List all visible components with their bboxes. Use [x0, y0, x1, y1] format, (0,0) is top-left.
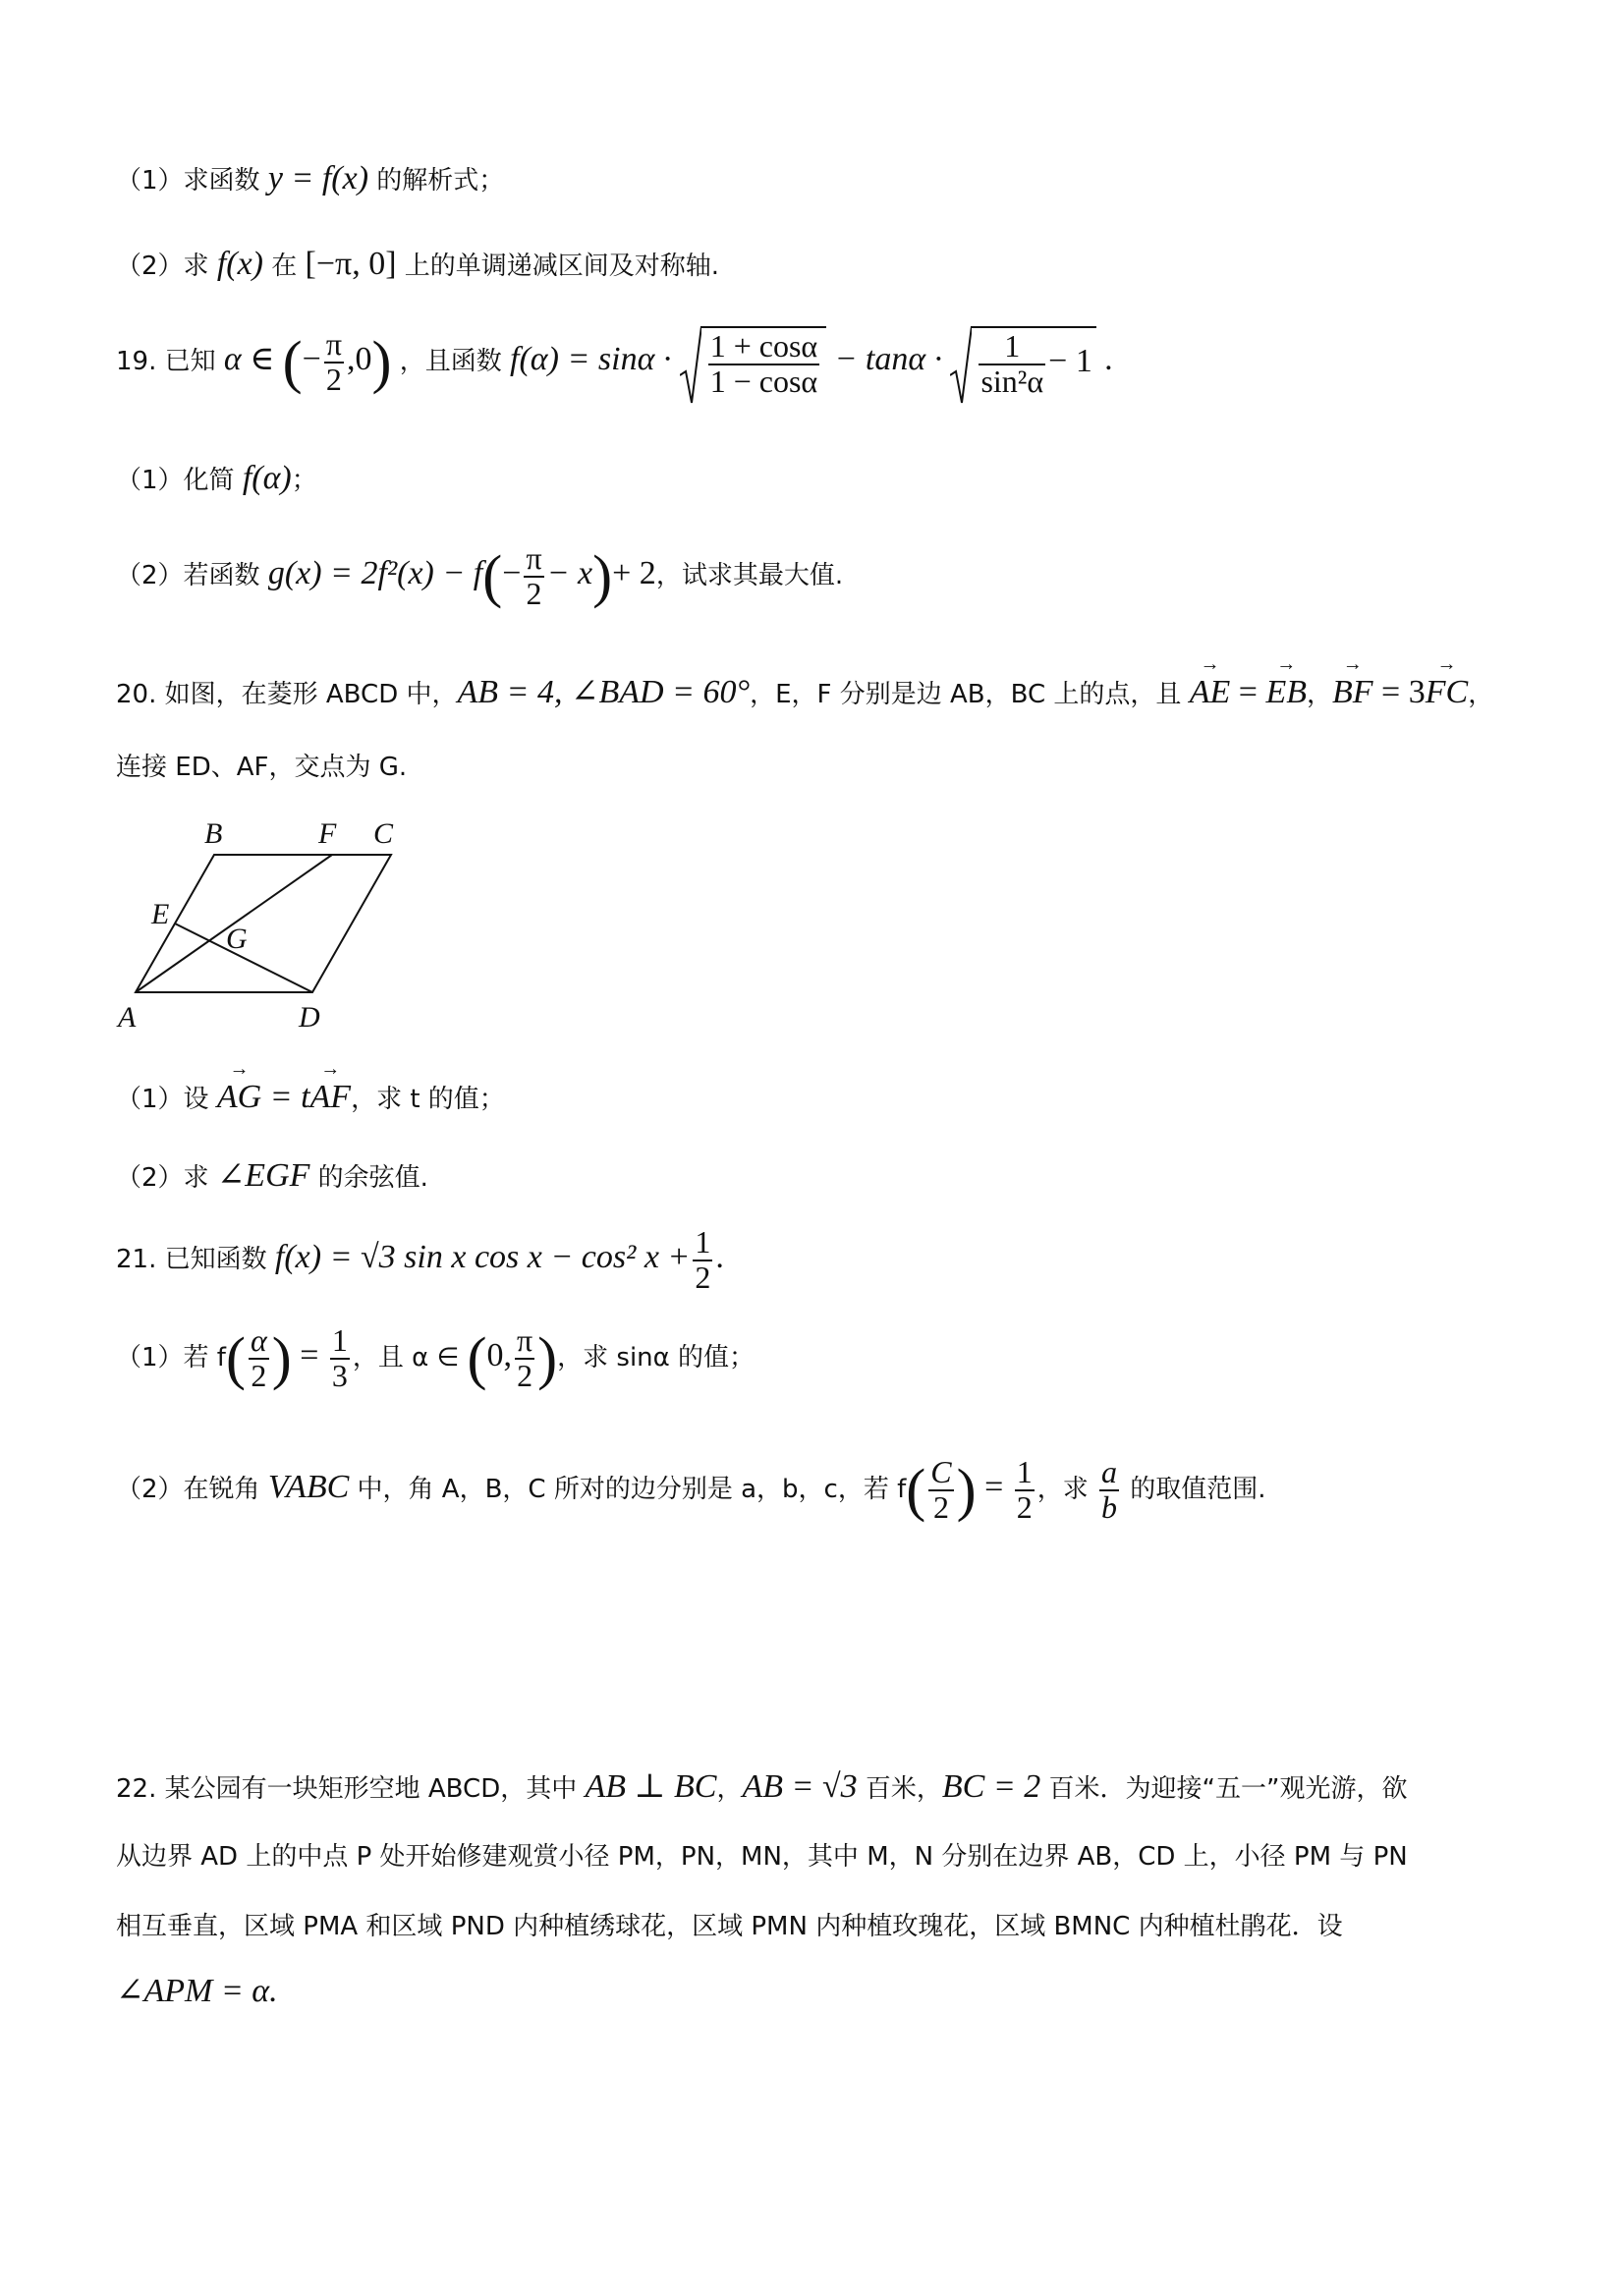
q22-line1: 22. 某公园有一块矩形空地 ABCD，其中 AB ⊥ BC，AB = √3 百米，BC = 2 百米．为迎接“五一”观光游，欲: [116, 1768, 1408, 1805]
q19-stem: 19. 已知 α ∈ (− $\frac{\pi}{2}$ ,0) ，且函数 f(α) = sinα · $\frac{1 + \cos\alpha}{1 - \cos\alpha}$ − tanα · $\frac{1}{\text{sin²α}}$ − 1 .: [116, 326, 1113, 398]
q19-part1: （1）化简 f(α)；: [116, 460, 317, 496]
q18-part2: （2）求 f(x) 在 [−π, 0] 上的单调递减区间及对称轴.: [116, 246, 720, 282]
rhombus-abcd: [136, 855, 391, 992]
label-c: C: [373, 817, 394, 850]
label-f: F: [318, 817, 337, 850]
q22-line2: 从边界 AD 上的中点 P 处开始修建观赏小径 PM，PN，MN，其中 M，N 分别在边界 AB，CD 上，小径 PM 与 PN: [116, 1842, 1408, 1872]
label-g: G: [226, 923, 248, 955]
q21-stem: 21. 已知函数 f(x) = √3 sin x cos x − cos² x + $\frac{1}{2}$ .: [116, 1224, 724, 1295]
q19-part2: （2）若函数 g(x) = 2f²(x) − f(− $\frac{\pi}{2}$ − x)+ 2，试求其最大值.: [116, 540, 844, 611]
q20-stem-line1: 20. 如图，在菱形 ABCD 中，AB = 4, ∠BAD = 60°，E，F 分别是边 AB，BC 上的点，且 → AE = → EB，→ BF = 3→ FC，: [116, 676, 1493, 709]
q21-part1: （1）若 f( $\frac{\alpha}{2}$ ) = $\frac{1}{3}$ ，且 α ∈ (0, $\frac{\pi}{2}$ )，求 sinα 的值；: [116, 1322, 756, 1393]
label-b: B: [204, 817, 223, 850]
rhombus-figure: [116, 815, 411, 1036]
q22-line4: ∠APM = α.: [116, 1973, 278, 2009]
q21-part2: （2）在锐角 VABC 中，角 A，B，C 所对的边分别是 a，b，c，若 f( $\frac{C}{2}$ ) = $\frac{1}{2}$ ，求 $\frac{a}{b}$ 的取值范围.: [116, 1454, 1266, 1525]
q20-stem-line2: 连接 ED、AF，交点为 G.: [116, 753, 408, 782]
label-a: A: [118, 1001, 137, 1034]
q20-part2: （2）求 ∠EGF 的余弦值.: [116, 1157, 428, 1194]
q18-part1: （1）求函数 y = f(x) 的解析式；: [116, 160, 505, 196]
q20-part1: （1）设 → AG = t→ AF，求 t 的值；: [116, 1081, 505, 1114]
label-e: E: [151, 898, 170, 930]
q22-line3: 相互垂直，区域 PMA 和区域 PND 内种植绣球花，区域 PMN 内种植玫瑰花，区域 BMNC 内种植杜鹃花．设: [116, 1912, 1343, 1941]
label-d: D: [299, 1001, 320, 1034]
